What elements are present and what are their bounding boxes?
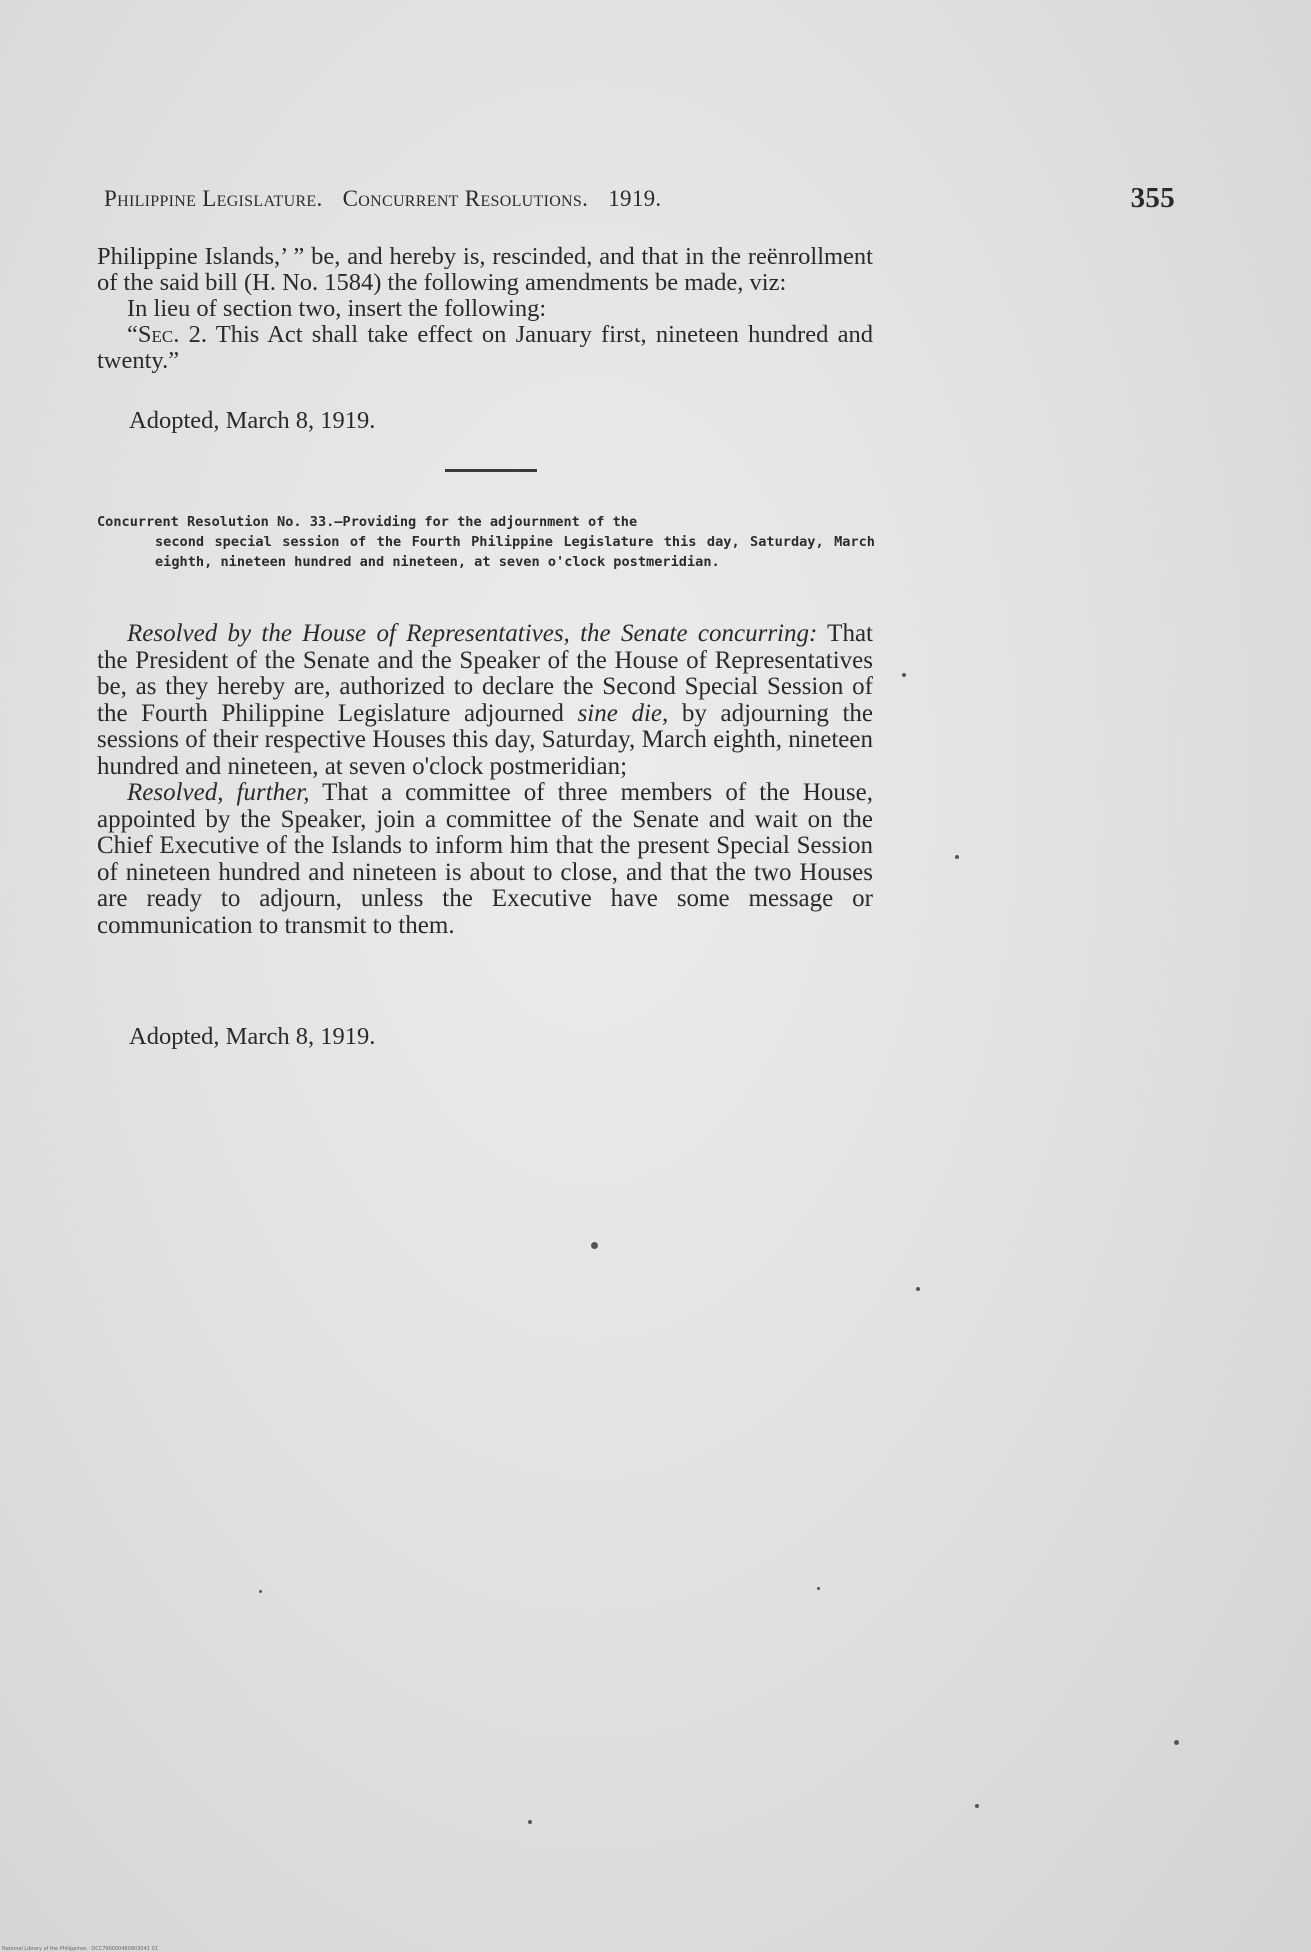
print-speck <box>817 1587 820 1590</box>
print-speck <box>1174 1740 1179 1745</box>
running-title <box>104 186 675 212</box>
paragraph-in-lieu: In lieu of section two, insert the following: <box>127 295 547 322</box>
resolution-paragraph-1 <box>97 621 873 780</box>
continued-text-block <box>97 244 873 374</box>
resolution-p1-text-b: by adjourning the sessions of their respective Houses this day, Saturday, March eighth, nineteen hundred and nineteen, at seven o'clock postmeridian; <box>97 699 874 780</box>
resolved-clause: Resolved by the House of Representatives, the Senate concurring: <box>127 620 818 647</box>
resolved-further-clause: Resolved, further, <box>127 779 310 806</box>
adopted-line-1: Adopted, March 8, 1919. <box>129 407 376 434</box>
resolution-paragraph-2 <box>97 780 873 939</box>
print-speck <box>955 855 959 859</box>
running-title-year: 1919. <box>608 186 662 211</box>
running-title-right: Concurrent Resolutions. <box>342 186 589 211</box>
section-divider <box>445 469 537 472</box>
adopted-line-2: Adopted, March 8, 1919. <box>129 1023 376 1050</box>
sine-die: sine die, <box>577 699 669 727</box>
print-speck <box>916 1287 920 1291</box>
resolution-body <box>97 621 873 939</box>
resolution-caption <box>97 512 875 572</box>
caption-continuation: second special session of the Fourth Philippine Legislature this day, Saturday, March eighth, nineteen hundred and nineteen, at seven o'clock postmeridian. <box>155 534 875 570</box>
scan-footer-note: National Library of the Philippines · DCC790000460903041 01 <box>2 1946 158 1952</box>
page-number: 355 <box>1130 182 1175 214</box>
paragraph-rescinded: Philippine Islands,’ ” be, and hereby is, rescinded, and that in the reënrollment of the said bill (H. No. 1584) the following amendments be made, viz: <box>97 243 873 296</box>
resolution-p2-text: That a committee of three members of the House, appointed by the Speaker, join a committee of the Senate and wait on the Chief Executive of the Islands to inform him that the present Special Session of nineteen hundred and nineteen is about to close, and that the two Houses are ready to adjourn, unless the Executive have some message or communication to transmit to them. <box>97 779 873 939</box>
paragraph-section-two <box>97 322 873 374</box>
resolution-p1-text-a: That the President of the Senate and the Speaker of the House of Representatives be, as they hereby are, authorized to declare the Second Special Session of the Fourth Philippine Legislature adjourned <box>97 620 873 727</box>
print-speck <box>528 1820 532 1824</box>
print-speck <box>259 1590 262 1593</box>
sec-abbrev: “Sec. <box>127 321 180 348</box>
running-header <box>104 182 1190 222</box>
print-speck <box>902 673 906 677</box>
running-title-left: Philippine Legislature. <box>104 186 323 211</box>
section-two-text: 2. This Act shall take effect on January first, nineteen hundred and twenty.” <box>97 321 873 374</box>
print-speck <box>591 1242 598 1249</box>
print-speck <box>975 1804 979 1808</box>
caption-first-line: Concurrent Resolution No. 33.—Providing for the adjournment of the <box>97 514 638 530</box>
